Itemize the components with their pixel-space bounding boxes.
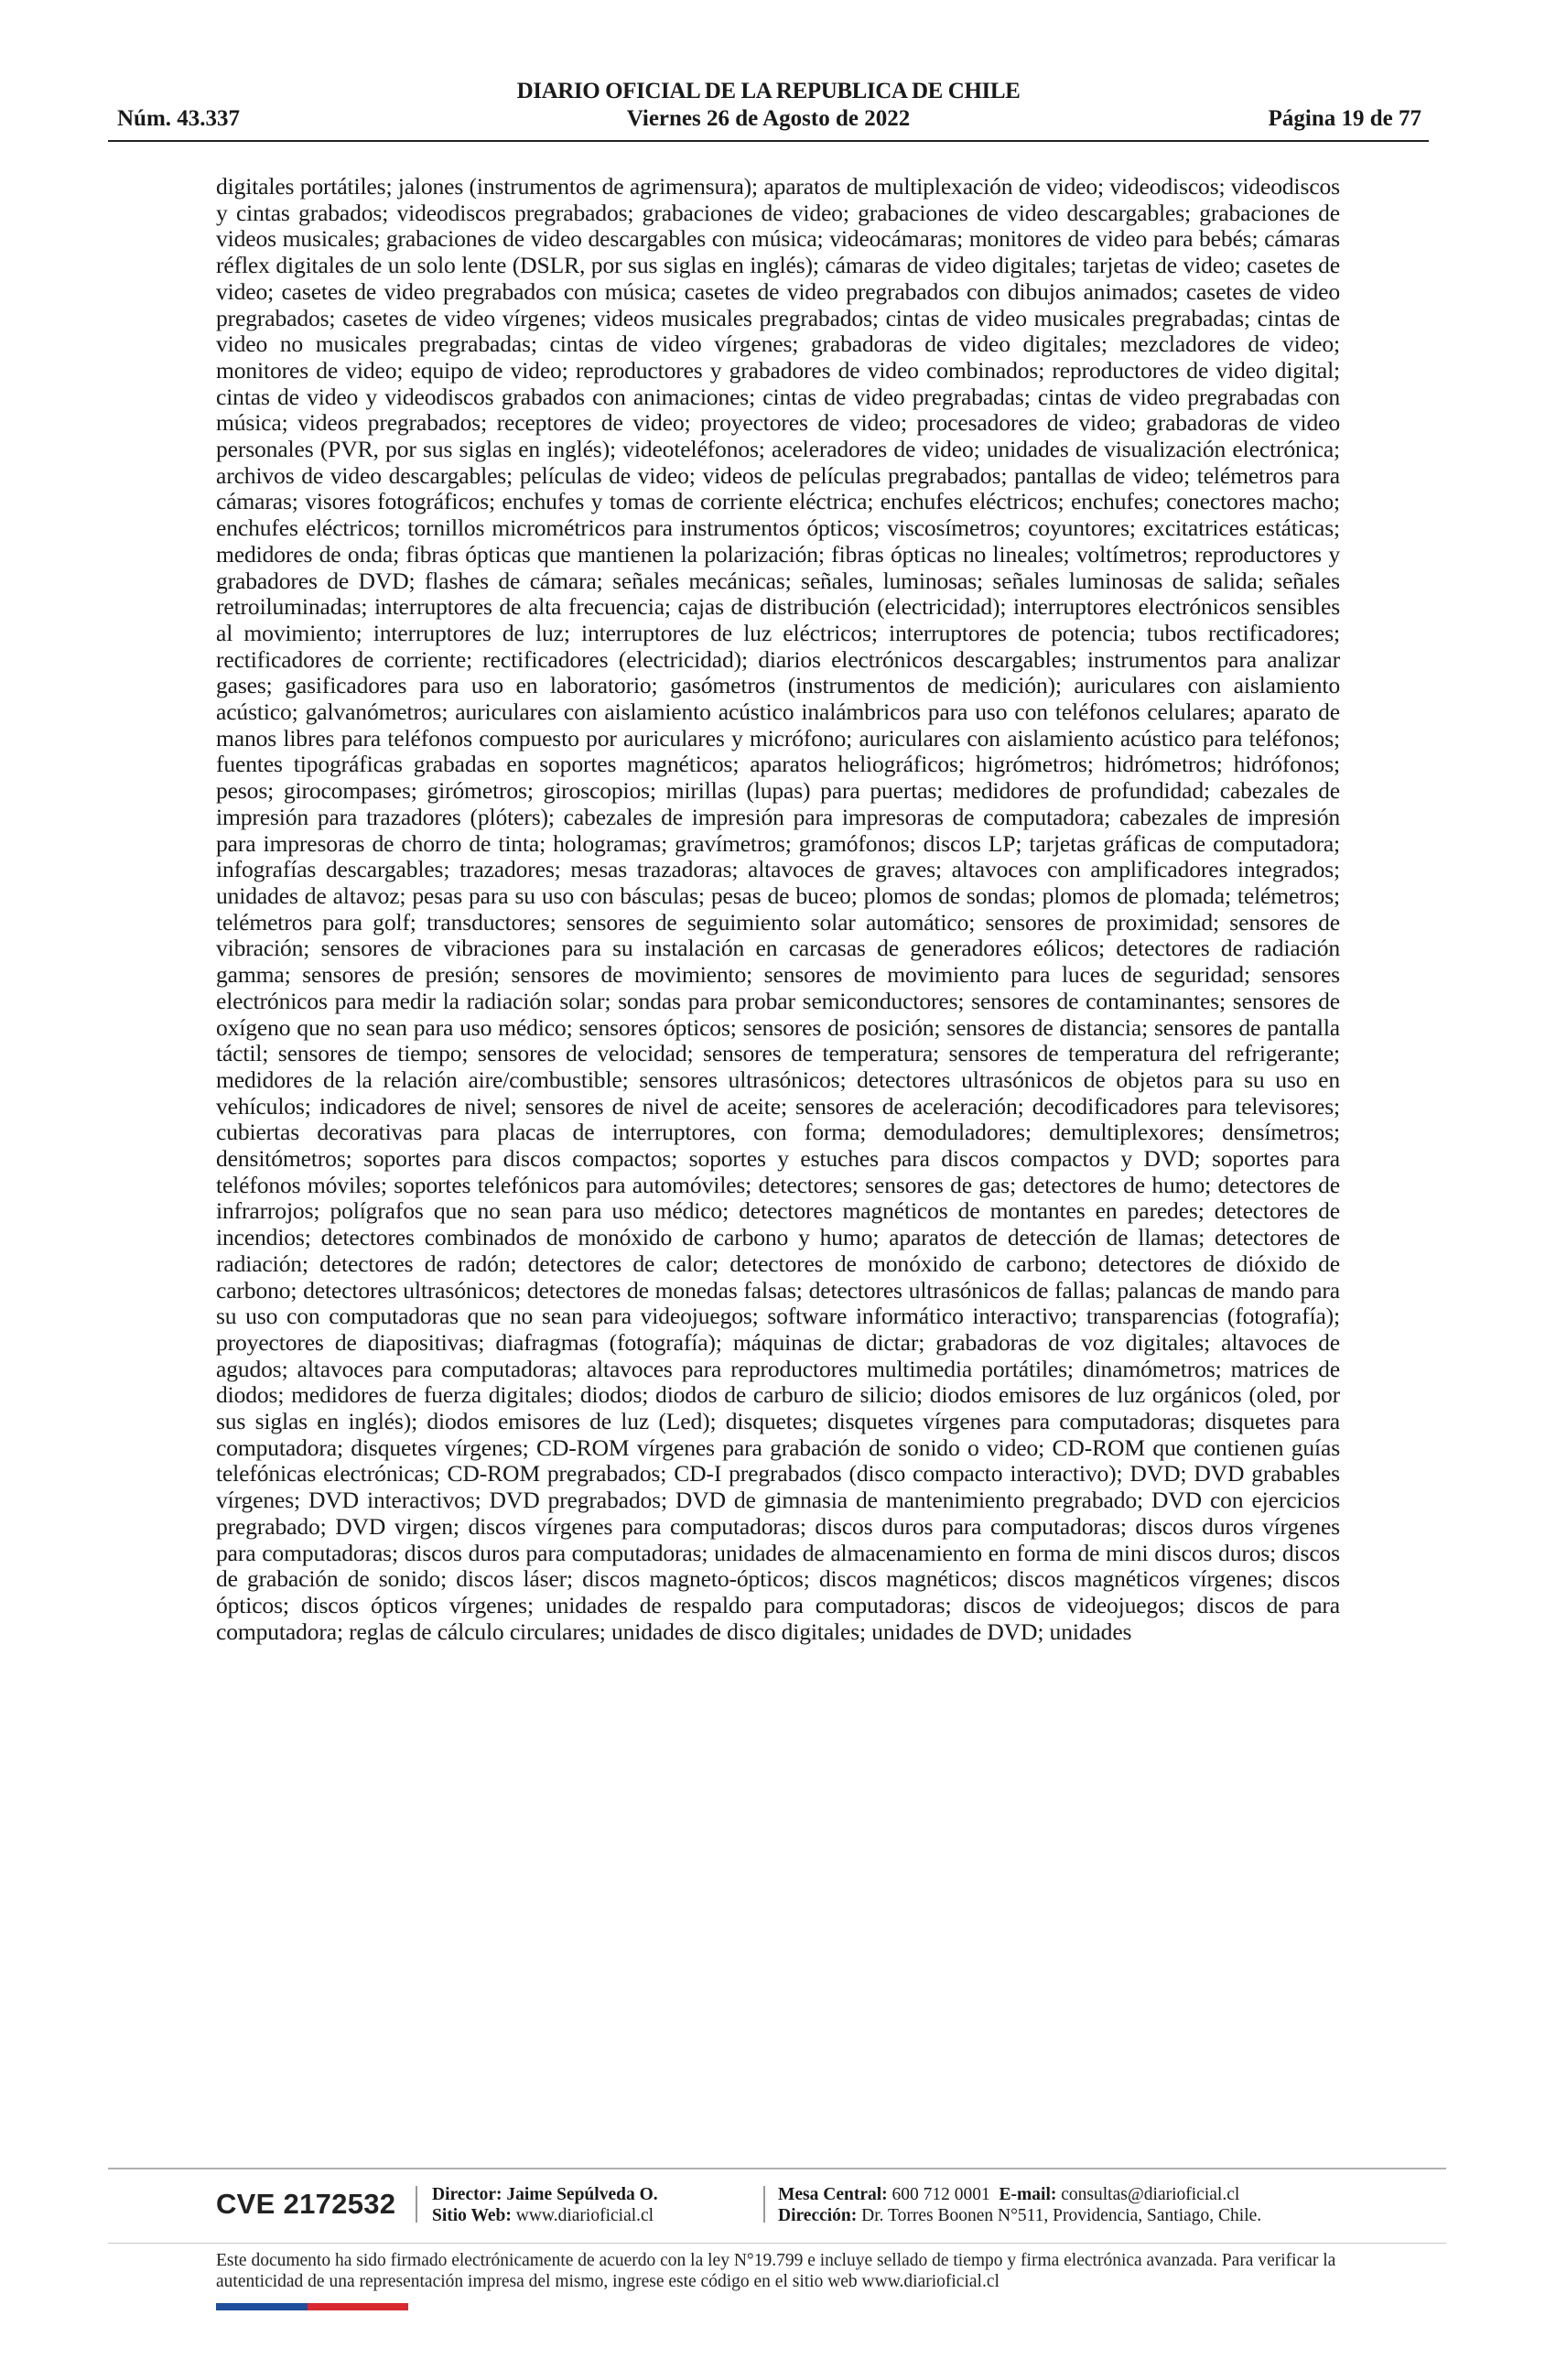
chile-flag-stripe bbox=[216, 2303, 408, 2310]
phone-number: 600 712 0001 bbox=[891, 2185, 990, 2204]
director-label: Director: bbox=[432, 2185, 502, 2204]
publication-title: DIARIO OFICIAL DE LA REPUBLICA DE CHILE bbox=[516, 79, 1021, 103]
contact-block bbox=[778, 2184, 1261, 2226]
footer-divider-bottom bbox=[108, 2243, 1446, 2244]
email-link[interactable]: consultas@diarioficial.cl bbox=[1061, 2185, 1240, 2204]
website-link[interactable]: www.diarioficial.cl bbox=[515, 2206, 654, 2225]
body-paragraph: digitales portátiles; jalones (instrumentos de agrimensura); aparatos de multiplexación de video; videodiscos; videodiscos y cintas grabados; videodiscos pregrabados; grabaciones de video; grabaciones de video descargables; grabaciones de videos musicales; grabaciones de video descargables con música; videocámaras; monitores de video para bebés; cámaras réflex digitales de un solo lente (DSLR, por sus siglas en inglés); cámaras de video digitales; tarjetas de video; casetes de video; casetes de video pregrabados con música; casetes de video pregrabados con dibujos animados; casetes de video pregrabados; casetes de video vírgenes; videos musicales pregrabados; cintas de video musicales pregrabadas; cintas de video no musicales pregrabadas; cintas de video vírgenes; grabadoras de video digitales; mezcladores de video; monitores de video; equipo de video; reproductores y grabadores de video combinados; reproductores de video digital; cintas de video y videodiscos grabados con animaciones; cintas de video pregrabadas; cintas de video pregrabadas con música; videos pregrabados; receptores de video; proyectores de video; procesadores de video; grabadoras de video personales (PVR, por sus siglas en inglés); videoteléfonos; aceleradores de video; unidades de visualización electrónica; archivos de video descargables; películas de video; videos de películas pregrabados; pantallas de video; telémetros para cámaras; visores fotográficos; enchufes y tomas de corriente eléctrica; enchufes eléctricos; enchufes; conectores macho; enchufes eléctricos; tornillos micrométricos para instrumentos ópticos; viscosímetros; coyuntores; excitatrices estáticas; medidores de onda; fibras ópticas que mantienen la polarización; fibras ópticas no lineales; voltímetros; reproductores y grabadores de DVD; flashes de cámara; señales mecánicas; señales, luminosas; señales luminosas de salida; señales retroiluminadas; interruptores de alta frecuencia; cajas de distribución (electricidad); interruptores electrónicos sensibles al movimiento; interruptores de luz; interruptores de luz eléctricos; interruptores de potencia; tubos rectificadores; rectificadores de corriente; rectificadores (electricidad); diarios electrónicos descargables; instrumentos para analizar gases; gasificadores para uso en laboratorio; gasómetros (instrumentos de medición); auriculares con aislamiento acústico; galvanómetros; auriculares con aislamiento acústico inalámbricos para uso con teléfonos celulares; aparato de manos libres para teléfonos compuesto por auriculares y micrófono; auriculares con aislamiento acústico para teléfonos; fuentes tipográficas grabadas en soportes magnéticos; aparatos heliográficos; higrómetros; hidrómetros; hidrófonos; pesos; girocompases; girómetros; giroscopios; mirillas (lupas) para puertas; medidores de profundidad; cabezales de impresión para trazadores (plóters); cabezales de impresión para impresoras de computadora; cabezales de impresión para impresoras de chorro de tinta; hologramas; gravímetros; gramófonos; discos LP; tarjetas gráficas de computadora; infografías descargables; trazadores; mesas trazadoras; altavoces de graves; altavoces con amplificadores integrados; unidades de altavoz; pesas para su uso con básculas; pesas de buceo; plomos de sondas; plomos de plomada; telémetros; telémetros para golf; transductores; sensores de seguimiento solar automático; sensores de proximidad; sensores de vibración; sensores de vibraciones para su instalación en carcasas de generadores eólicos; detectores de radiación gamma; sensores de presión; sensores de movimiento; sensores de movimiento para luces de seguridad; sensores electrónicos para medir la radiación solar; sondas para probar semiconductores; sensores de contaminantes; sensores de oxígeno que no sean para uso médico; sensores ópticos; sensores de posición; sensores de distancia; sensores de pantalla táctil; sensores de tiempo; sensores de velocidad; sensores de temperatura; sensores de temperatura del refrigerante; medidores de la relación aire/combustible; sensores ultrasónicos; detectores ultrasónicos de objetos para su uso en vehículos; indicadores de nivel; sensores de nivel de aceite; sensores de aceleración; decodificadores para televisores; cubiertas decorativas para placas de interruptores, con forma; demoduladores; demultiplexores; densímetros; densitómetros; soportes para discos compactos; soportes y estuches para discos compactos y DVD; soportes para teléfonos móviles; soportes telefónicos para automóviles; detectores; sensores de gas; detectores de humo; detectores de infrarrojos; polígrafos que no sean para uso médico; detectores magnéticos de montantes en paredes; detectores de incendios; detectores combinados de monóxido de carbono y humo; aparatos de detección de llamas; detectores de radiación; detectores de radón; detectores de calor; detectores de monóxido de carbono; detectores de dióxido de carbono; detectores ultrasónicos; detectores de monedas falsas; detectores ultrasónicos de fallas; palancas de mando para su uso con computadoras que no sean para videojuegos; software informático interactivo; transparencias (fotografía); proyectores de diapositivas; diafragmas (fotografía); máquinas de dictar; grabadoras de voz digitales; altavoces de agudos; altavoces para computadoras; altavoces para reproductores multimedia portátiles; dinamómetros; matrices de diodos; medidores de fuerza digitales; diodos; diodos de carburo de silicio; diodos emisores de luz orgánicos (oled, por sus siglas en inglés); diodos emisores de luz (Led); disquetes; disquetes vírgenes para computadoras; disquetes para computadora; disquetes vírgenes; CD-ROM vírgenes para grabación de sonido o video; CD-ROM que contienen guías telefónicas electrónicas; CD-ROM pregrabados; CD-I pregrabados (disco compacto interactivo); DVD; DVD grabables vírgenes; DVD interactivos; DVD pregrabados; DVD de gimnasia de mantenimiento pregrabado; DVD con ejercicios pregrabado; DVD virgen; discos vírgenes para computadoras; discos duros para computadoras; discos duros vírgenes para computadoras; discos duros para computadoras; unidades de almacenamiento en forma de mini discos duros; discos de grabación de sonido; discos láser; discos magneto-ópticos; discos magnéticos; discos magnéticos vírgenes; discos ópticos; discos ópticos vírgenes; unidades de respaldo para computadoras; discos de videojuegos; discos de para computadora; reglas de cálculo circulares; unidades de disco digitales; unidades de DVD; unidades bbox=[216, 174, 1340, 1645]
website-label: Sitio Web: bbox=[432, 2206, 512, 2225]
flag-red-segment bbox=[308, 2303, 408, 2310]
footer-divider-top bbox=[108, 2168, 1446, 2169]
director-name: Jaime Sepúlveda O. bbox=[506, 2185, 658, 2204]
email-label: E-mail: bbox=[999, 2185, 1057, 2204]
page-number: Página 19 de 77 bbox=[1268, 106, 1421, 131]
director-block bbox=[432, 2184, 658, 2226]
issue-number: Núm. 43.337 bbox=[117, 106, 241, 131]
footer-separator bbox=[416, 2186, 417, 2223]
footer-separator bbox=[763, 2186, 765, 2223]
address-label: Dirección: bbox=[778, 2206, 858, 2225]
header-info-row bbox=[108, 106, 1429, 139]
page-header bbox=[108, 75, 1429, 150]
publication-date: Viernes 26 de Agosto de 2022 bbox=[626, 106, 911, 131]
flag-blue-segment bbox=[216, 2303, 308, 2310]
cve-code: CVE 2172532 bbox=[216, 2188, 396, 2220]
address-text: Dr. Torres Boonen N°511, Providencia, Santiago, Chile. bbox=[861, 2206, 1262, 2225]
phone-label: Mesa Central: bbox=[778, 2185, 888, 2204]
legal-notice: Este documento ha sido firmado electrónicamente de acuerdo con la ley N°19.799 e incluye sellado de tiempo y firma electrónica avanzada. Para verificar la autenticidad de una representación impresa del mismo, ingrese este código en el sitio web www.diarioficial.cl bbox=[216, 2251, 1336, 2291]
page-footer bbox=[216, 2180, 1406, 2235]
header-divider bbox=[108, 140, 1429, 142]
